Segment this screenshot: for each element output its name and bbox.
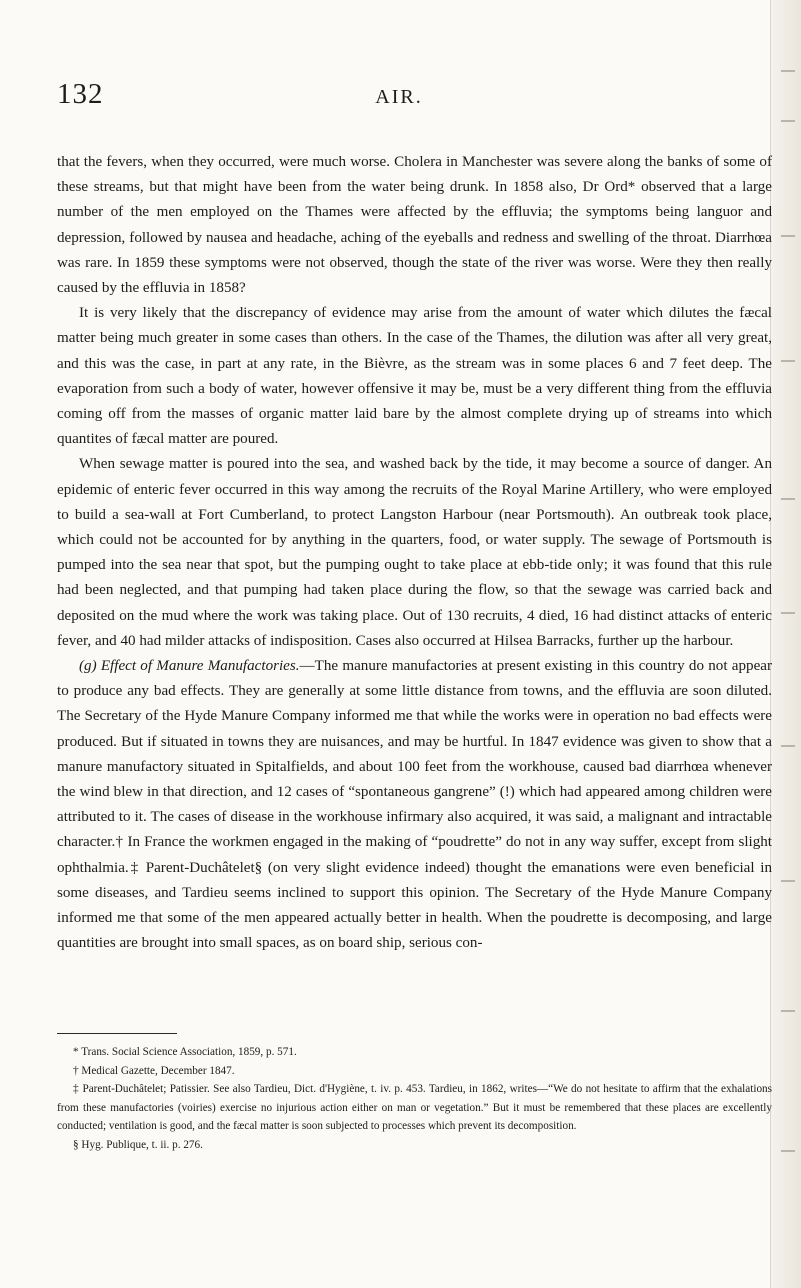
- paragraph-sewage-sea: When sewage matter is poured into the sea, and washed back by the tide, it may become a source of danger. An epidemic of enteric fever occurred in this way among the recruits of the Royal Marine Artillery, who were employed to build a sea-wall at Fort Cumberland, to protect Langston Harbour (near Portsmouth). An outbreak took place, which could not be accounted for by anything in the quarters, food, or water supply. The sewage of Portsmouth is pumped into the sea near that spot, but the pumping ought to take place at ebb-tide only; it was found that this rule had been neglected, and that pumping had taken place during the flow, so that the sewage was carried back and deposited on the mud where the work was taking place. Out of 130 recruits, 4 died, 16 had distinct attacks of enteric fever, and 40 had milder attacks of indisposition. Cases also occurred at Hilsea Barracks, further up the harbour.: [57, 456, 772, 649]
- footnote-1: * Trans. Social Science Association, 1859, p. 571.: [73, 1046, 297, 1058]
- edge-mark: [781, 498, 795, 500]
- footnotes: [57, 1043, 772, 1155]
- footnote-2: † Medical Gazette, December 1847.: [73, 1064, 235, 1077]
- paragraph-manure-manufactories: [57, 654, 772, 956]
- paragraph-dilution: It is very likely that the discrepancy of evidence may arise from the amount of water which dilutes the fæcal matter being much greater in some cases than others. In the case of the Thames, the dilution was after all very great, and this was the case, in part at any rate, in the Bièvre, as the stream was in some places 6 and 7 feet deep. The evaporation from such a body of water, however offensive it may be, must be a very different thing from the effluvia coming off from the masses of organic matter laid bare by the almost complete drying up of streams into which quantites of fæcal matter are poured.: [57, 305, 772, 448]
- page-edge-gutter: [770, 0, 801, 1288]
- edge-mark: [781, 745, 795, 747]
- edge-mark: [781, 360, 795, 362]
- edge-mark: [781, 235, 795, 237]
- body-text: [57, 150, 772, 957]
- footnote-rule: [57, 1033, 177, 1034]
- running-head: AIR.: [375, 86, 423, 108]
- footnote-4: § Hyg. Publique, t. ii. p. 276.: [73, 1138, 203, 1151]
- edge-mark: [781, 880, 795, 882]
- paragraph-thames-fevers: that the fevers, when they occurred, were much worse. Cholera in Manchester was severe along the banks of some of these streams, but that might have been from the water being drunk. In 1858 also, Dr Ord* observed that a large number of the men employed on the Thames were affected by the effluvia; the symptoms being languor and depression, followed by nausea and headache, aching of the eyeballs and redness and swelling of the throat. Diarrhœa was rare. In 1859 these symptoms were not observed, though the state of the river was worse. Were they then really caused by the effluvia in 1858?: [57, 154, 772, 297]
- section-heading-manure: (g) Effect of Manure Manufactories.: [79, 658, 300, 675]
- edge-mark: [781, 120, 795, 122]
- page-header: [57, 78, 741, 118]
- edge-mark: [781, 1150, 795, 1152]
- footnote-3: ‡ Parent-Duchâtelet; Patissier. See also Tardieu, Dict. d'Hygiène, t. iv. p. 453. Tardieu, in 1862, writes—“We do not hesitate to affirm that the exhalations from these manufactories (voiries) exercise no injurious action either on man or vegetation.” But it must be remembered that these places are excellently conducted; ventilation is good, and the fæcal matter is soon subjected to processes which prevent its decomposition.: [57, 1083, 772, 1133]
- page-number: 132: [57, 78, 104, 110]
- edge-mark: [781, 612, 795, 614]
- edge-mark: [781, 1010, 795, 1012]
- paragraph-manure-text: —The manure manufactories at present existing in this country do not appear to produce any bad effects. They are generally at some little distance from towns, and the effluvia are soon diluted. The Secretary of the Hyde Manure Company informed me that while the works were in operation no bad effects were produced. But if situated in towns they are nuisances, and may be hurtful. In 1847 evidence was given to show that a manure manufactory situated in Spitalfields, and about 100 feet from the workhouse, caused bad diarrhœa whenever the wind blew in that direction, and 12 cases of “spontaneous gangrene” (!) which had appeared among children were attributed to it. The cases of disease in the workhouse infirmary also acquired, it was said, a malignant and intractable character.† In France the workmen engaged in the making of “poudrette” do not in any way suffer, except from slight ophthalmia.‡ Parent-Duchâtelet§ (on very slight evidence indeed) thought the emanations were even beneficial in some diseases, and Tardieu seems inclined to support this opinion. The Secretary of the Hyde Manure Company informed me that some of the men appeared actually better in health. When the poudrette is decomposing, and large quantities are brought into small spaces, as on board ship, serious con-: [57, 658, 772, 952]
- edge-mark: [781, 70, 795, 72]
